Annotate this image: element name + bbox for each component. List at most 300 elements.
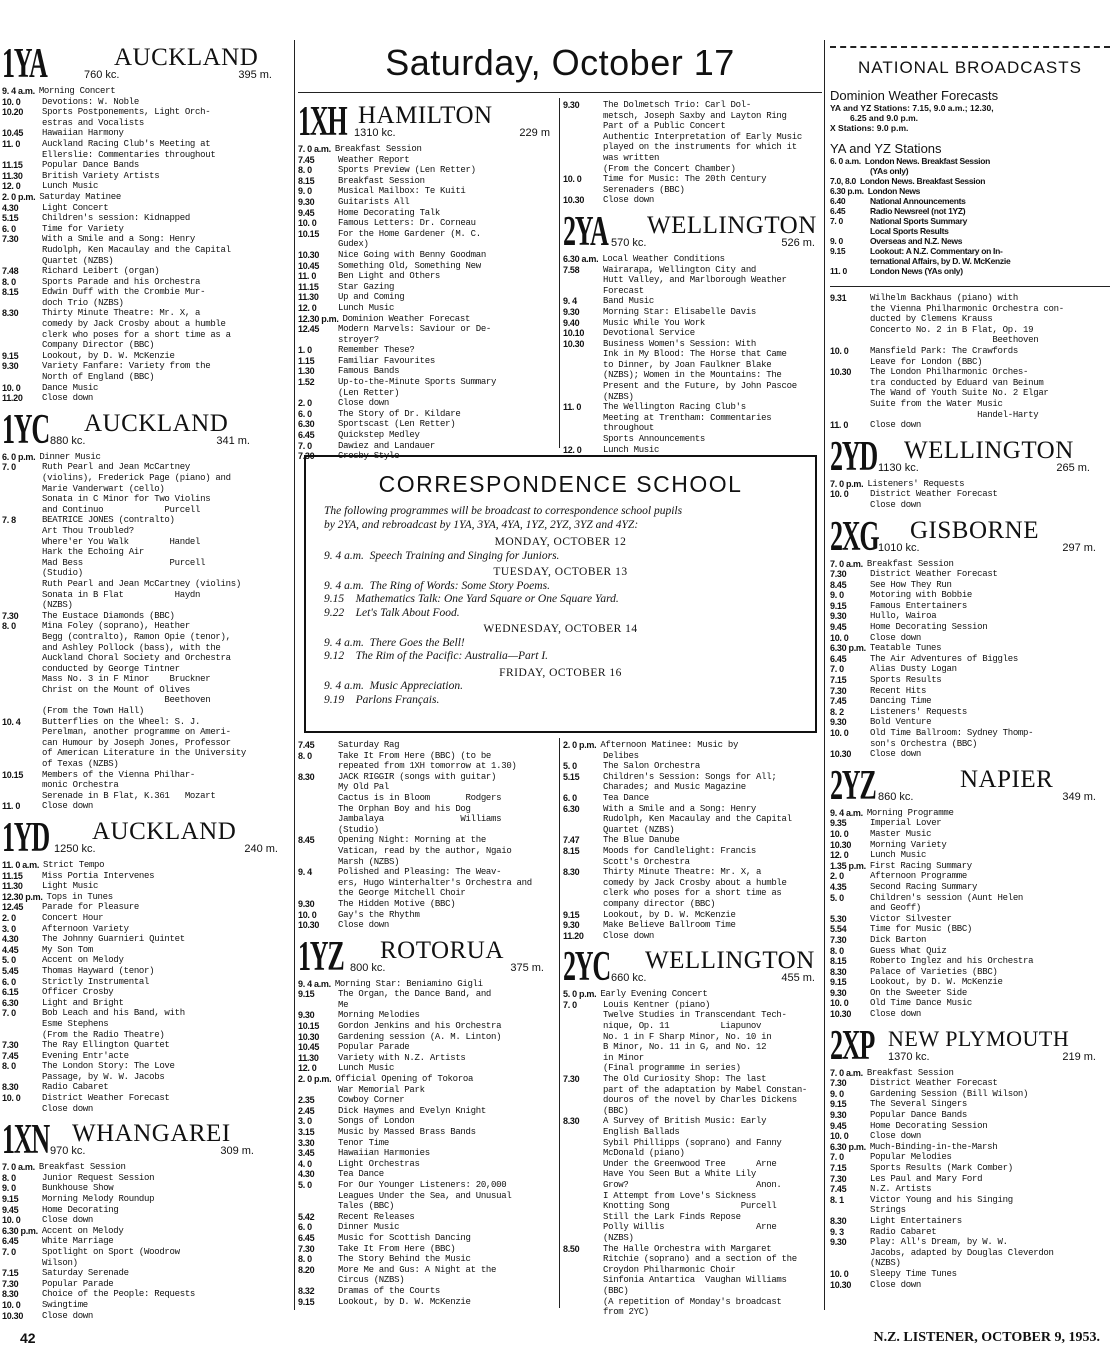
entry-time: 6.30 p.m. bbox=[830, 643, 866, 654]
entry-text: clerk who poses for a short time as a bbox=[42, 329, 231, 340]
schedule-entry bbox=[563, 360, 821, 371]
schedule-entry bbox=[563, 402, 821, 413]
entry-text: Business Women's Session: With bbox=[603, 338, 757, 349]
schedule-entry bbox=[298, 303, 556, 314]
entry-time: 8.15 bbox=[2, 287, 19, 298]
schedule-entry bbox=[563, 1254, 821, 1265]
entry-time: 9. 0 bbox=[2, 1183, 16, 1194]
entry-text: My Old Pal bbox=[338, 782, 390, 793]
schedule-1yd bbox=[2, 860, 290, 1114]
entry-time: 11. 0 bbox=[2, 801, 21, 812]
schedule-entry bbox=[563, 1010, 821, 1021]
schedule-entry bbox=[830, 893, 1110, 904]
entry-time: 9.15 bbox=[830, 977, 847, 988]
entry-text: Saturday Matinee bbox=[39, 191, 121, 202]
station-name: AUCKLAND bbox=[84, 409, 229, 437]
entry-time: 6.45 bbox=[830, 206, 846, 216]
entry-text: National Sports Summary bbox=[870, 216, 968, 226]
entry-text: Have You Seen But a White Lily bbox=[603, 1169, 757, 1180]
entry-text: London News. Breakfast Session bbox=[864, 156, 991, 166]
schedule-entry bbox=[563, 164, 821, 175]
schedule-entry bbox=[2, 1247, 290, 1258]
schedule-entry bbox=[830, 1142, 1110, 1153]
schedule-entry bbox=[830, 633, 1110, 644]
entry-time: 7.30 bbox=[830, 1078, 847, 1089]
entry-time: 1.15 bbox=[298, 355, 315, 366]
entry-text: London News. Breakfast Session bbox=[859, 176, 986, 186]
entry-time: 7.58 bbox=[563, 264, 580, 275]
national-heading: YA and YZ Stations bbox=[830, 141, 942, 156]
entry-time bbox=[298, 846, 338, 857]
entry-time bbox=[830, 378, 870, 389]
schedule-entry bbox=[563, 1297, 821, 1308]
entry-time: 6.30 bbox=[563, 803, 580, 814]
column-2-bottom bbox=[298, 740, 556, 1312]
schedule-entry bbox=[298, 867, 556, 878]
entry-time: 10.45 bbox=[2, 128, 24, 139]
entry-text: Popular Melodies bbox=[870, 1152, 952, 1163]
entry-time bbox=[563, 814, 603, 825]
entry-text: Second Racing Summary bbox=[870, 881, 978, 892]
entry-text: National Announcements bbox=[870, 196, 966, 206]
entry-text: doch Trio (NZBS) bbox=[42, 297, 124, 308]
entry-text: Quartet (NZBS) bbox=[603, 824, 675, 835]
entry-time: 9.30 bbox=[563, 306, 580, 317]
entry-text: Close down bbox=[870, 1009, 922, 1020]
entry-time bbox=[563, 782, 603, 793]
schedule-entry bbox=[563, 1106, 821, 1117]
entry-text: BEATRICE JONES (contralto) bbox=[42, 515, 175, 526]
entry-text: Members of the Vienna Philhar- bbox=[42, 769, 196, 780]
schedule-entry bbox=[2, 791, 290, 802]
entry-time: 10. 0 bbox=[2, 1215, 21, 1226]
entry-text: My Son Tom bbox=[42, 944, 94, 955]
entry-text: Sinfonia Antartica Vaughan Williams bbox=[603, 1275, 787, 1286]
entry-time: 7.48 bbox=[2, 266, 19, 277]
entry-text: Twelve Studies in Transcendant Tech- bbox=[603, 1010, 787, 1021]
day-heading: MONDAY, OCTOBER 12 bbox=[494, 536, 627, 548]
entry-text: (NZBS); Women in the Mountains: The bbox=[603, 370, 782, 381]
frequency: 1250 kc. bbox=[54, 843, 96, 855]
entry-time: 9. 4 a.m. bbox=[830, 807, 863, 818]
entry-time: 10.30 bbox=[830, 1279, 852, 1290]
entry-time: 7.30 bbox=[2, 610, 19, 621]
schedule-entry bbox=[2, 674, 290, 685]
schedule-entry bbox=[563, 1063, 821, 1074]
schedule-entry bbox=[2, 1019, 290, 1030]
schedule-entry bbox=[2, 1072, 290, 1083]
entry-text: Morning Concert bbox=[38, 86, 116, 96]
entry-text: Famous Letters: Dr. Corneau bbox=[338, 218, 476, 229]
entry-time: 2. 0 p.m. bbox=[2, 191, 36, 202]
schedule-entry bbox=[2, 643, 290, 654]
schedule-entry bbox=[830, 293, 1110, 304]
entry-text: Close down bbox=[870, 499, 922, 510]
entry-time: 10. 0 bbox=[830, 828, 849, 839]
entry-text: Much-Binding-in-the-Marsh bbox=[869, 1141, 998, 1152]
entry-text: Master Music bbox=[870, 828, 932, 839]
entry-time bbox=[563, 1169, 603, 1180]
entry-time: 8.45 bbox=[298, 835, 315, 846]
entry-text: monic Orchestra bbox=[42, 780, 119, 791]
schedule-entry bbox=[830, 967, 1110, 978]
entry-time: 9.30 bbox=[563, 100, 580, 110]
wavelength: 240 m. bbox=[244, 843, 278, 855]
entry-time: 5. 0 bbox=[2, 955, 16, 966]
schedule-entry bbox=[298, 899, 556, 910]
station-header-1xn bbox=[2, 1117, 290, 1164]
entry-text: Sportscast (Len Retter) bbox=[338, 419, 456, 430]
schedule-entry bbox=[2, 590, 290, 601]
entry-text: Music While You Work bbox=[603, 317, 706, 328]
entry-text: Scott's Orchestra bbox=[603, 856, 690, 867]
schedule-entry bbox=[563, 920, 821, 931]
entry-text: Teatable Tunes bbox=[869, 643, 942, 654]
entry-time bbox=[563, 1297, 603, 1308]
schedule-entry bbox=[298, 1244, 556, 1255]
entry-text: Begg (contralto), Ramon Opie (tenor), bbox=[42, 631, 231, 642]
entry-text: (Len Retter) bbox=[338, 387, 400, 398]
schedule-entry bbox=[830, 829, 1110, 840]
entry-time: 10.30 bbox=[563, 195, 585, 206]
entry-time: 12. 0 bbox=[830, 850, 849, 861]
schedule-entry bbox=[2, 860, 290, 871]
entry-time bbox=[2, 558, 42, 569]
schedule-entry bbox=[298, 835, 556, 846]
entry-text: The Orphan Boy and his Dog bbox=[338, 803, 471, 814]
schedule-entry bbox=[830, 643, 1110, 654]
entry-text: Forecast bbox=[603, 285, 644, 296]
entry-time bbox=[298, 1085, 338, 1096]
entry-text: British Variety Artists bbox=[42, 170, 160, 181]
schedule-entry bbox=[298, 1275, 556, 1286]
entry-time: 9.30 bbox=[563, 920, 580, 931]
entry-time bbox=[298, 878, 338, 889]
entry-time bbox=[2, 118, 42, 129]
station-name: HAMILTON bbox=[358, 102, 493, 129]
schedule-entry bbox=[2, 107, 290, 118]
entry-time: 9. 4 a.m. bbox=[298, 978, 331, 989]
entry-time bbox=[2, 748, 42, 759]
entry-text: Old Time Ballroom: Sydney Thomp- bbox=[870, 728, 1034, 738]
entry-time: 10. 0 bbox=[563, 174, 582, 185]
entry-text: White Marriage bbox=[42, 1236, 114, 1247]
entry-time bbox=[2, 150, 42, 161]
schedule-entry bbox=[830, 1216, 1110, 1227]
entry-text: Make Believe Ballroom Time bbox=[603, 920, 736, 931]
entry-text: Mad Bess Purcell bbox=[42, 557, 206, 568]
entry-time bbox=[2, 494, 42, 505]
schedule-entry bbox=[563, 1053, 821, 1064]
entry-text: Time for Music (BBC) bbox=[870, 924, 973, 935]
entry-time: 8.30 bbox=[563, 1116, 580, 1127]
day-heading: TUESDAY, OCTOBER 13 bbox=[493, 566, 628, 578]
entry-time: 4.35 bbox=[830, 881, 847, 892]
entry-text: The Eustace Diamonds (BBC) bbox=[42, 610, 175, 621]
entry-text: Rudolph, Ken Macaulay and the Capital bbox=[603, 814, 792, 825]
schedule-entry bbox=[298, 155, 556, 166]
entry-time bbox=[830, 739, 870, 750]
schedule-entry bbox=[563, 1148, 821, 1159]
entry-time: 8.20 bbox=[298, 1264, 315, 1275]
schedule-entry bbox=[830, 696, 1110, 707]
schedule-2ya bbox=[563, 254, 821, 455]
entry-text: Auckland Racing Club's Meeting at bbox=[42, 138, 211, 149]
entry-text: (BBC) bbox=[603, 1285, 629, 1296]
entry-text: Dinner Music bbox=[338, 1222, 400, 1233]
entry-time: 4.45 bbox=[2, 944, 19, 955]
entry-text: Home Decorating Session bbox=[870, 1120, 988, 1131]
entry-time: 7. 0 bbox=[563, 999, 577, 1010]
entry-time: 12.30 p.m. bbox=[298, 313, 339, 324]
entry-time: 7.30 bbox=[830, 569, 847, 580]
entry-time: 6. 0 bbox=[298, 408, 312, 419]
wavelength: 375 m. bbox=[510, 961, 544, 974]
schedule-entry bbox=[830, 346, 1110, 357]
schedule-entry bbox=[298, 441, 556, 452]
entry-text: Sports Announcements bbox=[603, 434, 706, 445]
schedule-entry bbox=[830, 818, 1110, 829]
entry-time bbox=[563, 392, 603, 403]
schedule-entry bbox=[298, 398, 556, 409]
schedule-entry bbox=[563, 1275, 821, 1286]
schedule-entry bbox=[830, 580, 1110, 591]
wavelength: 229 m bbox=[519, 127, 550, 139]
entry-text: Overseas and N.Z. News bbox=[870, 236, 963, 246]
entry-text: Bunkhouse Show bbox=[42, 1183, 114, 1194]
entry-text: Part of a Public Concert bbox=[603, 121, 726, 132]
entry-text: Dramas of the Courts bbox=[338, 1285, 441, 1296]
entry-time: 12.45 bbox=[2, 902, 24, 913]
schedule-entry bbox=[830, 707, 1110, 718]
schedule-entry bbox=[2, 902, 290, 913]
entry-time: 10. 0 bbox=[830, 1268, 849, 1279]
entry-time: 4. 0 bbox=[298, 1158, 312, 1169]
schedule-entry bbox=[2, 1093, 290, 1104]
entry-time bbox=[2, 780, 42, 791]
entry-time: 3. 0 bbox=[298, 1116, 312, 1127]
schedule-entry bbox=[830, 903, 1110, 914]
schedule-entry bbox=[298, 250, 556, 261]
schedule-entry bbox=[830, 1068, 1110, 1079]
entry-time: 10.15 bbox=[298, 228, 320, 239]
entry-text: part of the adaptation by Mabel Constan- bbox=[603, 1084, 808, 1095]
entry-text: Bold Venture bbox=[870, 717, 932, 728]
frequency: 800 kc. bbox=[350, 961, 386, 974]
schedule-entry bbox=[830, 196, 1110, 206]
entry-time: 7.30 bbox=[563, 1074, 580, 1085]
entry-text: Cactus is in Bloom Rodgers bbox=[338, 792, 502, 803]
entry-text: estras and Vocalists bbox=[42, 117, 145, 128]
schedule-entry bbox=[830, 601, 1110, 612]
schedule-entry bbox=[2, 727, 290, 738]
header-rule bbox=[298, 92, 822, 93]
schedule-entry bbox=[830, 206, 1110, 216]
entry-time: 9.45 bbox=[830, 622, 847, 633]
entry-time: 9. 3 bbox=[830, 1226, 844, 1237]
schedule-entry bbox=[298, 1074, 556, 1085]
schedule-entry bbox=[2, 748, 290, 759]
entry-time bbox=[298, 335, 338, 346]
entry-time bbox=[563, 286, 603, 297]
schedule-entry bbox=[563, 857, 821, 868]
entry-time bbox=[2, 340, 42, 351]
schedule-entry bbox=[2, 653, 290, 664]
entry-time bbox=[563, 1222, 603, 1233]
entry-time: 7.47 bbox=[563, 835, 580, 846]
schedule-entry bbox=[830, 1280, 1110, 1291]
schedule-1yc-continued bbox=[563, 100, 821, 206]
schedule-entry bbox=[298, 1000, 556, 1011]
entry-time: 11. 0 a.m. bbox=[2, 860, 40, 870]
entry-text: Choice of the People: Requests bbox=[42, 1289, 196, 1300]
entry-text: Dancing Time bbox=[870, 696, 932, 707]
entry-time: 8. 2 bbox=[830, 706, 844, 717]
entry-time: 7.30 bbox=[830, 685, 847, 696]
entry-text: Evening Entr'acte bbox=[42, 1050, 129, 1061]
entry-text: (NZBS) bbox=[42, 600, 73, 611]
schedule-entry bbox=[2, 621, 290, 632]
entry-time: 6. 0 a.m. bbox=[830, 156, 861, 166]
entry-time bbox=[830, 410, 870, 421]
schedule-entry bbox=[2, 1061, 290, 1072]
entry-time: 9. 0 bbox=[830, 236, 843, 246]
schedule-entry bbox=[563, 1138, 821, 1149]
entry-text: Esme Stephens bbox=[42, 1018, 109, 1029]
entry-time bbox=[298, 1275, 338, 1286]
schedule-entry bbox=[298, 1159, 556, 1170]
entry-text: Palace of Varieties (BBC) bbox=[870, 966, 998, 977]
schedule-entry bbox=[2, 717, 290, 728]
entry-text: Mansfield Park: The Crawfords bbox=[870, 345, 1018, 356]
entry-time bbox=[563, 1106, 603, 1117]
schedule-entry bbox=[830, 956, 1110, 967]
entry-time: 5. 0 bbox=[830, 892, 844, 903]
entry-time bbox=[830, 1258, 870, 1269]
schedule-entry bbox=[830, 675, 1110, 686]
entry-text: Lunch Music bbox=[42, 181, 99, 192]
entry-text: The Blue Danube bbox=[603, 835, 680, 846]
schedule-entry bbox=[2, 1030, 290, 1041]
entry-time: 6.30 bbox=[298, 419, 315, 430]
entry-time bbox=[2, 372, 42, 383]
wavelength: 455 m. bbox=[781, 972, 815, 985]
entry-time bbox=[563, 434, 603, 445]
entry-text: Ritchie (soprano) and a section of the bbox=[603, 1254, 797, 1265]
entry-time: 2.35 bbox=[298, 1095, 315, 1106]
entry-text: Afternoon Matinee: Music by bbox=[600, 740, 739, 750]
schedule-entry bbox=[2, 924, 290, 935]
entry-time: 9.30 bbox=[830, 987, 847, 998]
entry-time: 8.30 bbox=[2, 1289, 19, 1300]
entry-text: Saturday Rag bbox=[338, 740, 400, 750]
entry-text: Cowboy Corner bbox=[338, 1095, 405, 1106]
entry-time: 2. 0 bbox=[2, 912, 16, 923]
entry-text: District Weather Forecast bbox=[870, 1078, 998, 1089]
schedule-entry bbox=[2, 245, 290, 256]
schedule-entry bbox=[2, 547, 290, 558]
entry-time: 10.10 bbox=[563, 328, 585, 339]
entry-text: (From the Radio Theatre) bbox=[42, 1029, 165, 1040]
schedule-entry bbox=[563, 318, 821, 329]
station-header-1xh bbox=[298, 99, 556, 145]
entry-time: 7.30 bbox=[830, 934, 847, 945]
schedule-entry bbox=[2, 234, 290, 245]
entry-time: 5. 0 bbox=[298, 1179, 312, 1190]
entry-text: I Attempt from Love's Sickness bbox=[603, 1190, 757, 1201]
entry-text: Gordon Jenkins and his Orchestra bbox=[338, 1021, 502, 1032]
schedule-entry bbox=[2, 203, 290, 214]
entry-time: 9.30 bbox=[830, 717, 847, 728]
schedule-entry bbox=[298, 878, 556, 889]
schedule-entry bbox=[563, 931, 821, 942]
entry-time bbox=[2, 526, 42, 537]
schedule-entry bbox=[2, 340, 290, 351]
schedule-entry bbox=[830, 216, 1110, 226]
entry-text: Serenaders (BBC) bbox=[603, 184, 685, 195]
column-rule-2 bbox=[559, 98, 560, 448]
schedule-entry bbox=[2, 801, 290, 812]
schedule-entry bbox=[2, 1205, 290, 1216]
schedule-entry bbox=[298, 751, 556, 762]
entry-time: 5.42 bbox=[298, 1211, 315, 1222]
entry-time: 12. 0 bbox=[298, 302, 317, 313]
entry-time bbox=[563, 1201, 603, 1212]
station-header-1yd bbox=[2, 815, 290, 861]
schedule-entry bbox=[830, 1237, 1110, 1248]
schedule-entry bbox=[563, 370, 821, 381]
entry-text: and Ashley Pollock (bass), with the bbox=[42, 642, 221, 653]
schedule-entry bbox=[298, 1169, 556, 1180]
entry-time bbox=[298, 388, 338, 399]
entry-text: Strict Tempo bbox=[43, 860, 105, 870]
entry-text: Leave for London (BBC) bbox=[870, 356, 983, 367]
column-2-top bbox=[298, 96, 556, 462]
entry-text: The Several Singers bbox=[870, 1099, 967, 1110]
entry-text: Marie Vanderwart (cello) bbox=[42, 483, 165, 494]
entry-time: 12. 0 bbox=[563, 444, 582, 455]
entry-text: Time for Variety bbox=[42, 223, 124, 234]
entry-text: Richard Leibert (organ) bbox=[42, 266, 160, 277]
schedule-entry bbox=[563, 804, 821, 815]
entry-text: Children's session: Kidnapped bbox=[42, 213, 190, 224]
entry-text: Where'er You Walk Handel bbox=[42, 536, 201, 547]
entry-time: 1.30 bbox=[298, 366, 315, 377]
schedule-entry bbox=[298, 430, 556, 441]
station-name: NEW PLYMOUTH bbox=[888, 1025, 1070, 1051]
schedule-1xh-evening bbox=[298, 740, 556, 931]
entry-text: Light Entertainers bbox=[870, 1215, 962, 1226]
entry-text: Home Decorating Session bbox=[870, 622, 988, 633]
entry-text: Light Music bbox=[42, 881, 99, 892]
schedule-1xh bbox=[298, 144, 556, 462]
entry-time: 6.15 bbox=[2, 987, 19, 998]
entry-time: 7. 0 bbox=[2, 1247, 16, 1257]
station-name: GISBORNE bbox=[910, 516, 1040, 544]
schedule-entry bbox=[298, 1297, 556, 1308]
schedule-entry bbox=[563, 413, 821, 424]
entry-text: Tenor Time bbox=[338, 1137, 390, 1148]
call-sign: 1XH bbox=[298, 99, 347, 145]
entry-text: Victor Young and his Singing bbox=[870, 1194, 1013, 1205]
schedule-entry bbox=[830, 357, 1110, 368]
entry-text: Under the Greenwood Tree Arne bbox=[603, 1158, 777, 1169]
entry-text: Popular Parade bbox=[42, 1278, 114, 1289]
schedule-entry bbox=[2, 505, 290, 516]
schedule-entry bbox=[298, 419, 556, 430]
entry-time: 5.45 bbox=[2, 965, 19, 976]
schedule-entry bbox=[830, 246, 1110, 256]
